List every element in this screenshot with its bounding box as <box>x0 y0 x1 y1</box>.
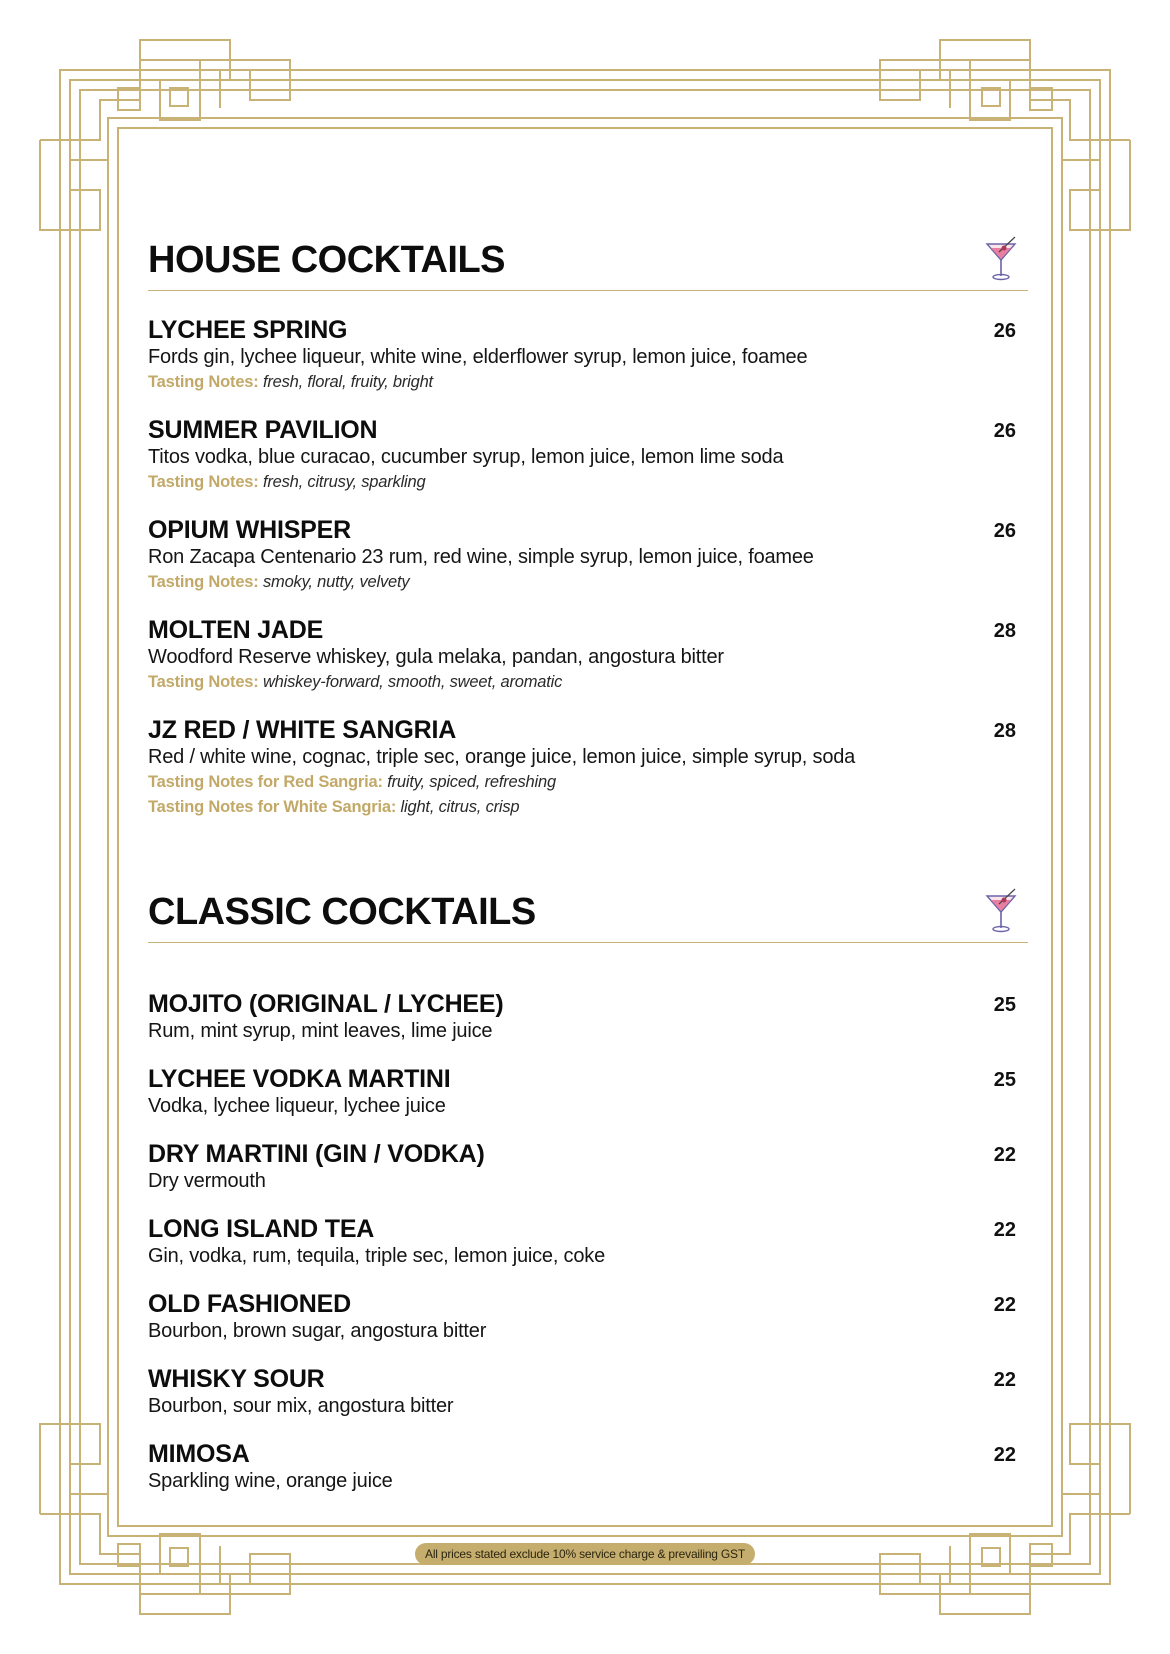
item-name: SUMMER PAVILION <box>148 416 378 444</box>
section-title: CLASSIC COCKTAILS <box>148 891 536 933</box>
item-description: Vodka, lychee liqueur, lychee juice <box>148 1095 446 1117</box>
tasting-note-text: smoky, nutty, velvety <box>262 573 410 591</box>
tasting-note-label: Tasting Notes: <box>148 573 259 591</box>
item-description: Gin, vodka, rum, tequila, triple sec, lemon juice, coke <box>148 1245 605 1267</box>
item-name: OPIUM WHISPER <box>148 516 351 544</box>
item-price: 22 <box>993 1144 1016 1166</box>
tasting-note <box>148 373 433 392</box>
tasting-note <box>148 473 425 492</box>
tasting-note-label: Tasting Notes for Red Sangria: <box>148 773 383 791</box>
tasting-note-white <box>148 798 519 817</box>
item-price: 22 <box>993 1369 1016 1391</box>
item-price: 26 <box>993 420 1016 442</box>
item-name: DRY MARTINI (GIN / VODKA) <box>148 1140 485 1168</box>
item-description: Sparkling wine, orange juice <box>148 1470 393 1492</box>
item-name: JZ RED / WHITE SANGRIA <box>148 716 457 744</box>
section-header-classic <box>148 892 1028 943</box>
section-header-house <box>148 240 1028 291</box>
tasting-note <box>148 673 562 692</box>
tasting-note-text: fruity, spiced, refreshing <box>387 773 556 791</box>
cocktail-glass-icon <box>984 236 1018 282</box>
tasting-note-text: light, citrus, crisp <box>400 798 520 816</box>
item-price: 25 <box>993 994 1016 1016</box>
item-price: 28 <box>993 720 1016 742</box>
tasting-note <box>148 573 409 592</box>
tasting-note-label: Tasting Notes for White Sangria: <box>148 798 397 816</box>
item-price: 22 <box>993 1444 1016 1466</box>
tasting-note-label: Tasting Notes: <box>148 673 259 691</box>
item-name: LYCHEE SPRING <box>148 316 348 344</box>
item-description: Woodford Reserve whiskey, gula melaka, pandan, angostura bitter <box>148 646 724 668</box>
tasting-note-label: Tasting Notes: <box>148 373 259 391</box>
item-name: LYCHEE VODKA MARTINI <box>148 1065 451 1093</box>
item-name: MIMOSA <box>148 1440 250 1468</box>
item-price: 25 <box>993 1069 1016 1091</box>
item-name: MOLTEN JADE <box>148 616 324 644</box>
item-description: Titos vodka, blue curacao, cucumber syrup, lemon juice, lemon lime soda <box>148 446 784 468</box>
item-description: Bourbon, brown sugar, angostura bitter <box>148 1320 487 1342</box>
item-description: Rum, mint syrup, mint leaves, lime juice <box>148 1020 493 1042</box>
cocktail-glass-icon <box>984 888 1018 934</box>
item-name: MOJITO (ORIGINAL / LYCHEE) <box>148 990 504 1018</box>
item-name: OLD FASHIONED <box>148 1290 351 1318</box>
item-price: 28 <box>993 620 1016 642</box>
section-title: HOUSE COCKTAILS <box>148 239 506 281</box>
tasting-note-red <box>148 773 556 792</box>
item-price: 22 <box>993 1219 1016 1241</box>
tasting-note-text: fresh, floral, fruity, bright <box>262 373 433 391</box>
item-description: Red / white wine, cognac, triple sec, orange juice, lemon juice, simple syrup, soda <box>148 746 856 768</box>
item-description: Bourbon, sour mix, angostura bitter <box>148 1395 454 1417</box>
item-name: LONG ISLAND TEA <box>148 1215 375 1243</box>
item-description: Dry vermouth <box>148 1170 266 1192</box>
price-disclaimer: All prices stated exclude 10% service charge & prevailing GST <box>415 1543 755 1565</box>
item-description: Fords gin, lychee liqueur, white wine, elderflower syrup, lemon juice, foamee <box>148 346 808 368</box>
tasting-note-label: Tasting Notes: <box>148 473 259 491</box>
item-description: Ron Zacapa Centenario 23 rum, red wine, simple syrup, lemon juice, foamee <box>148 546 814 568</box>
item-price: 26 <box>993 520 1016 542</box>
tasting-note-text: whiskey-forward, smooth, sweet, aromatic <box>262 673 563 691</box>
item-price: 22 <box>993 1294 1016 1316</box>
item-name: WHISKY SOUR <box>148 1365 325 1393</box>
tasting-note-text: fresh, citrusy, sparkling <box>262 473 426 491</box>
item-price: 26 <box>993 320 1016 342</box>
